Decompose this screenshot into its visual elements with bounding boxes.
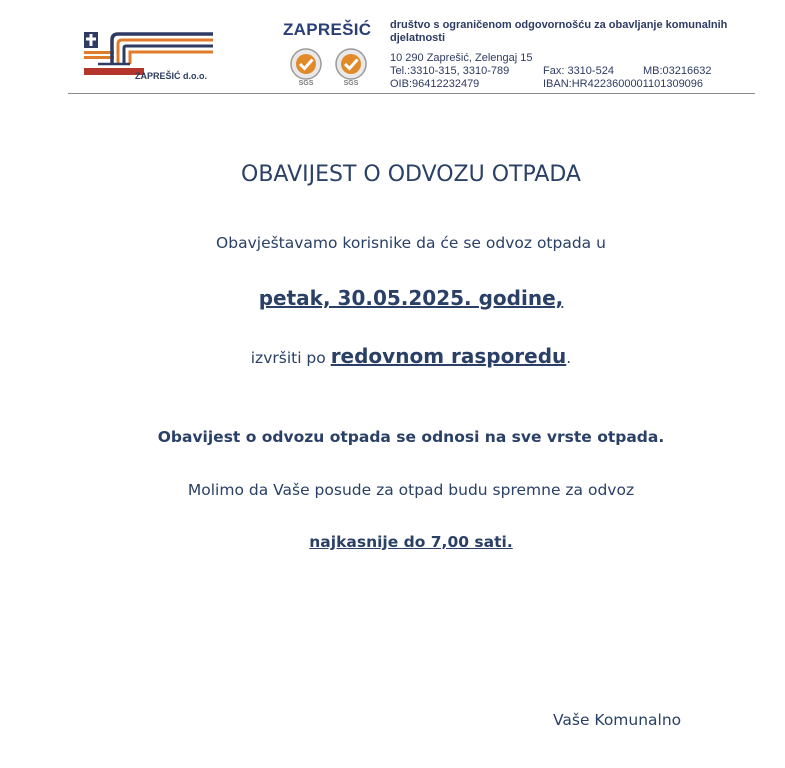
svg-text:SGS: SGS <box>298 80 314 87</box>
phone: Tel.:3310-315, 3310-789 <box>390 65 510 77</box>
mb-number: MB:03216632 <box>643 65 712 77</box>
brand-name: ZAPREŠIĆ <box>283 20 372 39</box>
schedule-emphasis: redovnom rasporedu <box>330 344 567 368</box>
header-divider <box>68 93 755 94</box>
iban: IBAN:HR4223600001101309096 <box>543 78 704 90</box>
company-address <box>390 52 532 65</box>
notice-scope: Obavijest o odvozu otpada se odnosi na sve vrste otpada. <box>157 428 665 446</box>
schedule-prefix: izvršiti po <box>250 349 331 367</box>
fax: Fax: 3310-524 <box>543 65 614 77</box>
address: 10 290 Zaprešić, Zelengaj 15 <box>390 52 533 64</box>
notice-intro: Obavještavamo korisnike da će se odvoz otpada u <box>216 234 606 252</box>
company-contacts <box>390 65 712 78</box>
sgs-certification-icon <box>332 47 370 87</box>
company-bank-info <box>390 78 703 91</box>
oib-number: OIB:96412232479 <box>390 78 480 90</box>
svg-text:SGS: SGS <box>343 80 359 87</box>
notice-schedule <box>0 344 785 368</box>
notice-deadline: najkasnije do 7,00 sati. <box>309 533 513 551</box>
logo-caption: ZAPREŠIĆ d.o.o. <box>135 71 207 81</box>
schedule-suffix: . <box>566 349 572 367</box>
sgs-certification-icon <box>287 47 325 87</box>
company-description: društvo s ograničenom odgovornošću za obavljanje komunalnih djelatnosti <box>390 19 728 44</box>
notice-date: petak, 30.05.2025. godine, <box>258 286 564 310</box>
notice-title: OBAVIJEST O ODVOZU OTPADA <box>241 162 581 187</box>
notice-request: Molimo da Vaše posude za otpad budu spremne za odvoz <box>187 481 635 499</box>
notice-signature: Vaše Komunalno <box>553 711 682 729</box>
